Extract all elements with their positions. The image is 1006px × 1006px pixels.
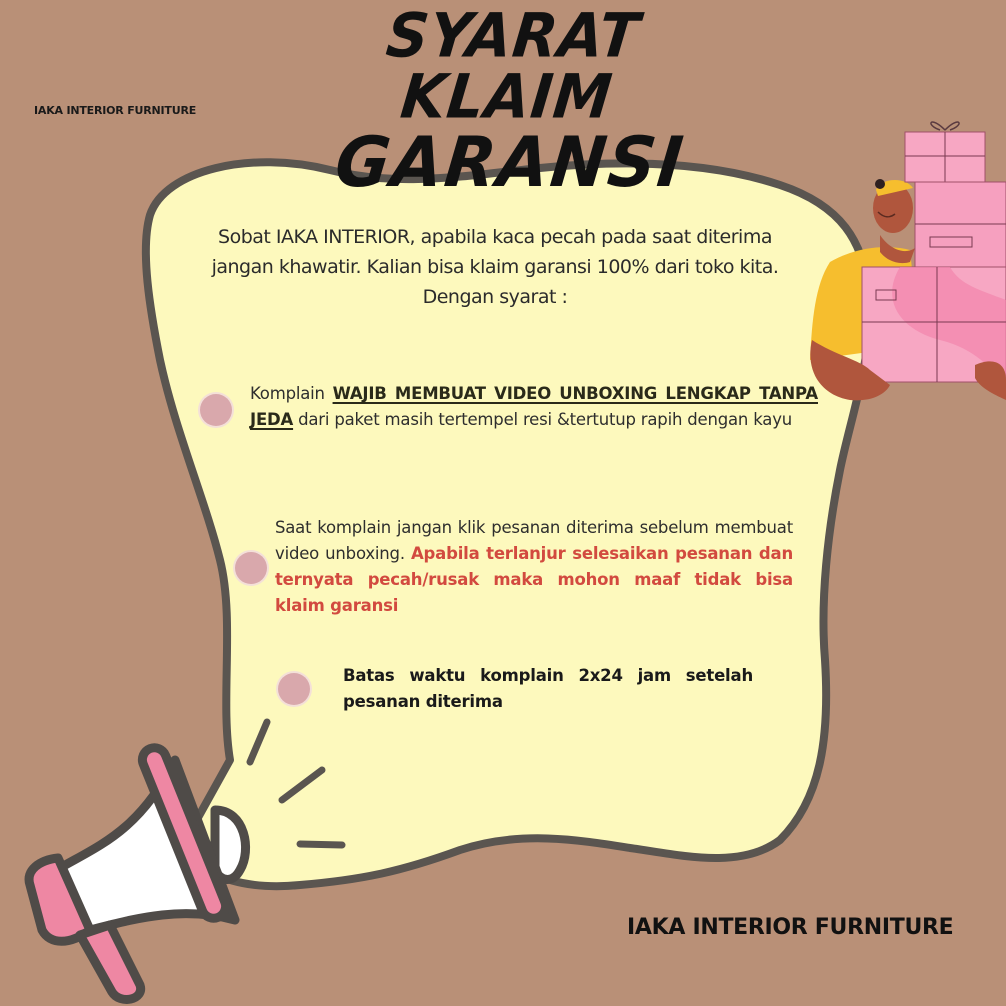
bullet-icon xyxy=(235,552,267,584)
requirement-item-2 xyxy=(275,515,793,619)
requirement-2-text: Saat komplain jangan klik pesanan diterima sebelum membuat video unboxing. xyxy=(275,518,793,563)
brand-name-top: IAKA INTERIOR FURNITURE xyxy=(34,104,197,117)
requirement-item-3 xyxy=(343,663,753,715)
requirement-1-prefix: Komplain xyxy=(250,384,333,403)
title-line-2: GARANSI xyxy=(331,122,689,203)
bullet-icon xyxy=(278,673,310,705)
requirement-1-emphasis: WAJIB MEMBUAT VIDEO UNBOXING LENGKAP TANPA JEDA xyxy=(250,384,818,429)
bullet-icon xyxy=(200,394,232,426)
requirement-1-suffix: dari paket masih tertempel resi &tertutup rapih dengan kayu xyxy=(293,410,793,429)
intro-line-2: jangan khawatir. Kalian bisa klaim garansi 100% dari toko kita. xyxy=(211,256,779,278)
requirement-3-text: Batas waktu komplain 2x24 jam setelah pesanan diterima xyxy=(343,666,753,711)
intro-text xyxy=(150,222,840,312)
intro-line-3: Dengan syarat : xyxy=(422,286,568,308)
page-title xyxy=(300,0,720,203)
intro-line-1: Sobat IAKA INTERIOR, apabila kaca pecah pada saat diterima xyxy=(218,226,772,248)
requirement-item-1 xyxy=(250,381,818,433)
brand-name-bottom: IAKA INTERIOR FURNITURE xyxy=(627,915,954,940)
title-line-1: SYARAT KLAIM xyxy=(383,0,644,133)
requirement-2-warning: Apabila terlanjur selesaikan pesanan dan ternyata pecah/rusak maka mohon maaf tidak bisa klaim garansi xyxy=(275,544,793,615)
